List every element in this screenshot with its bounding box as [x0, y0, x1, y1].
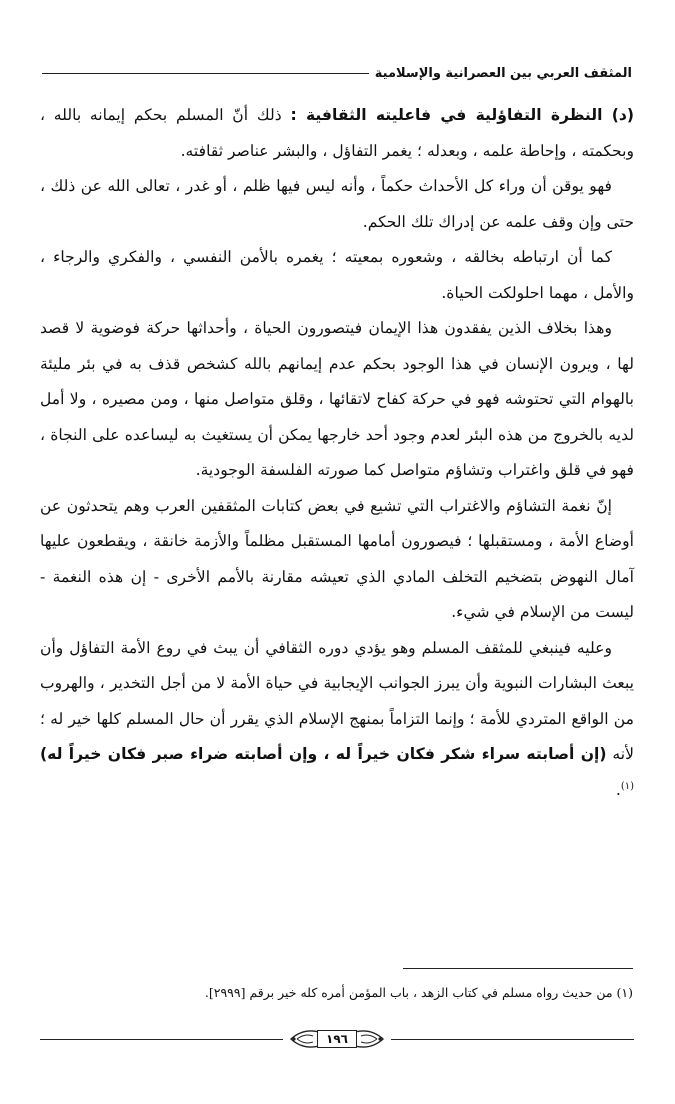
- running-header-title: المثقف العربي بين العصرانية والإسلامية: [374, 65, 632, 81]
- footer-rule-right: [391, 1039, 634, 1040]
- footnote-rule: [403, 968, 633, 969]
- section-heading: (د) النظرة التفاؤلية في فاعليته الثقافية :: [290, 106, 634, 124]
- hadith-quote: (إن أصابته سراء شكر فكان خيراً له ، وإن أصابته ضراء صبر فكان خيراً له): [40, 745, 607, 763]
- footnote: (١) من حديث رواه مسلم في كتاب الزهد ، باب المؤمن أمره كله خير برقم [٢٩٩٩].: [204, 985, 633, 1000]
- page-number: ١٩٦: [317, 1030, 357, 1048]
- paragraph-1: [40, 98, 634, 169]
- paragraph-3: كما أن ارتباطه بخالقه ، وشعوره بمعيته ؛ يغمره بالأمن النفسي ، والفكري والرجاء ، والأمل ، مهما احلولكت الحياة.: [40, 248, 634, 302]
- footnote-marker: (١): [620, 780, 634, 792]
- footer-rule-left: [40, 1039, 283, 1040]
- paragraph-6-text: وعليه فينبغي للمثقف المسلم وهو يؤدي دوره الثقافي أن يبث في روع الأمة التفاؤل وأن يبعث البشارات النبوية وأن يبرز الجوانب الإيجابية في حياة الأمة لا من أجل التخدير ، والهروب من الواقع المتردي للأمة ؛ وإنما التزاماً بمنهج الإسلام الذي يقرر أن حال المسلم كلها خير له ؛ لأنه: [40, 638, 634, 763]
- running-header: [42, 58, 632, 88]
- paragraph-5: إنّ نغمة التشاؤم والاغتراب التي تشيع في بعض كتابات المثقفين العرب وهم يتحدثون عن أوضاع الأمة ، ومستقبلها ؛ فيصورون أمامها المستقبل مظلماً والأزمة خانقة ، ويقطعون عليها آمال النهوض بتضخيم التخلف المادي الذي تعيشه مقارنة بالأمم الأخرى - إن هذه النغمة - ليست من الإسلام في شيء.: [40, 496, 634, 621]
- body-text: [40, 98, 634, 808]
- page-number-ornament: [289, 1026, 385, 1052]
- paragraph-6: [40, 631, 634, 809]
- page-footer: [40, 1024, 634, 1054]
- paragraph-1-text: ذلك أنّ المسلم بحكم إيمانه بالله ، وبحكمته ، وإحاطة علمه ، وبعدله ؛ يغمر التفاؤل ، والبشر عناصر ثقافته.: [40, 106, 634, 160]
- header-rule: [42, 73, 369, 74]
- paragraph-6-tail: .: [615, 780, 621, 799]
- paragraph-2: فهو يوقن أن وراء كل الأحداث حكماً ، وأنه ليس فيها ظلم ، أو غدر ، تعالى الله عن ذلك ، حتى وإن وقف علمه عن إدراك تلك الحكم.: [40, 177, 634, 231]
- paragraph-4: وهذا بخلاف الذين يفقدون هذا الإيمان فيتصورون الحياة ، وأحداثها حركة فوضوية لا قصد لها ، ويرون الإنسان في هذا الوجود بحكم عدم إيمانهم بالله كشخص قذف به في بئر مليئة بالهوام التي تحتوشه فهو في حركة كفاح لاتقائها ، وقلق متواصل منها ، ومن مصيره ، ولا أمل لديه بالخروج من هذه البئر لعدم وجود أحد خارجها يمكن أن يستغيث به ليساعده على النجاة ، فهو في قلق واغتراب وتشاؤم متواصل كما صورته الفلسفة الوجودية.: [40, 319, 634, 479]
